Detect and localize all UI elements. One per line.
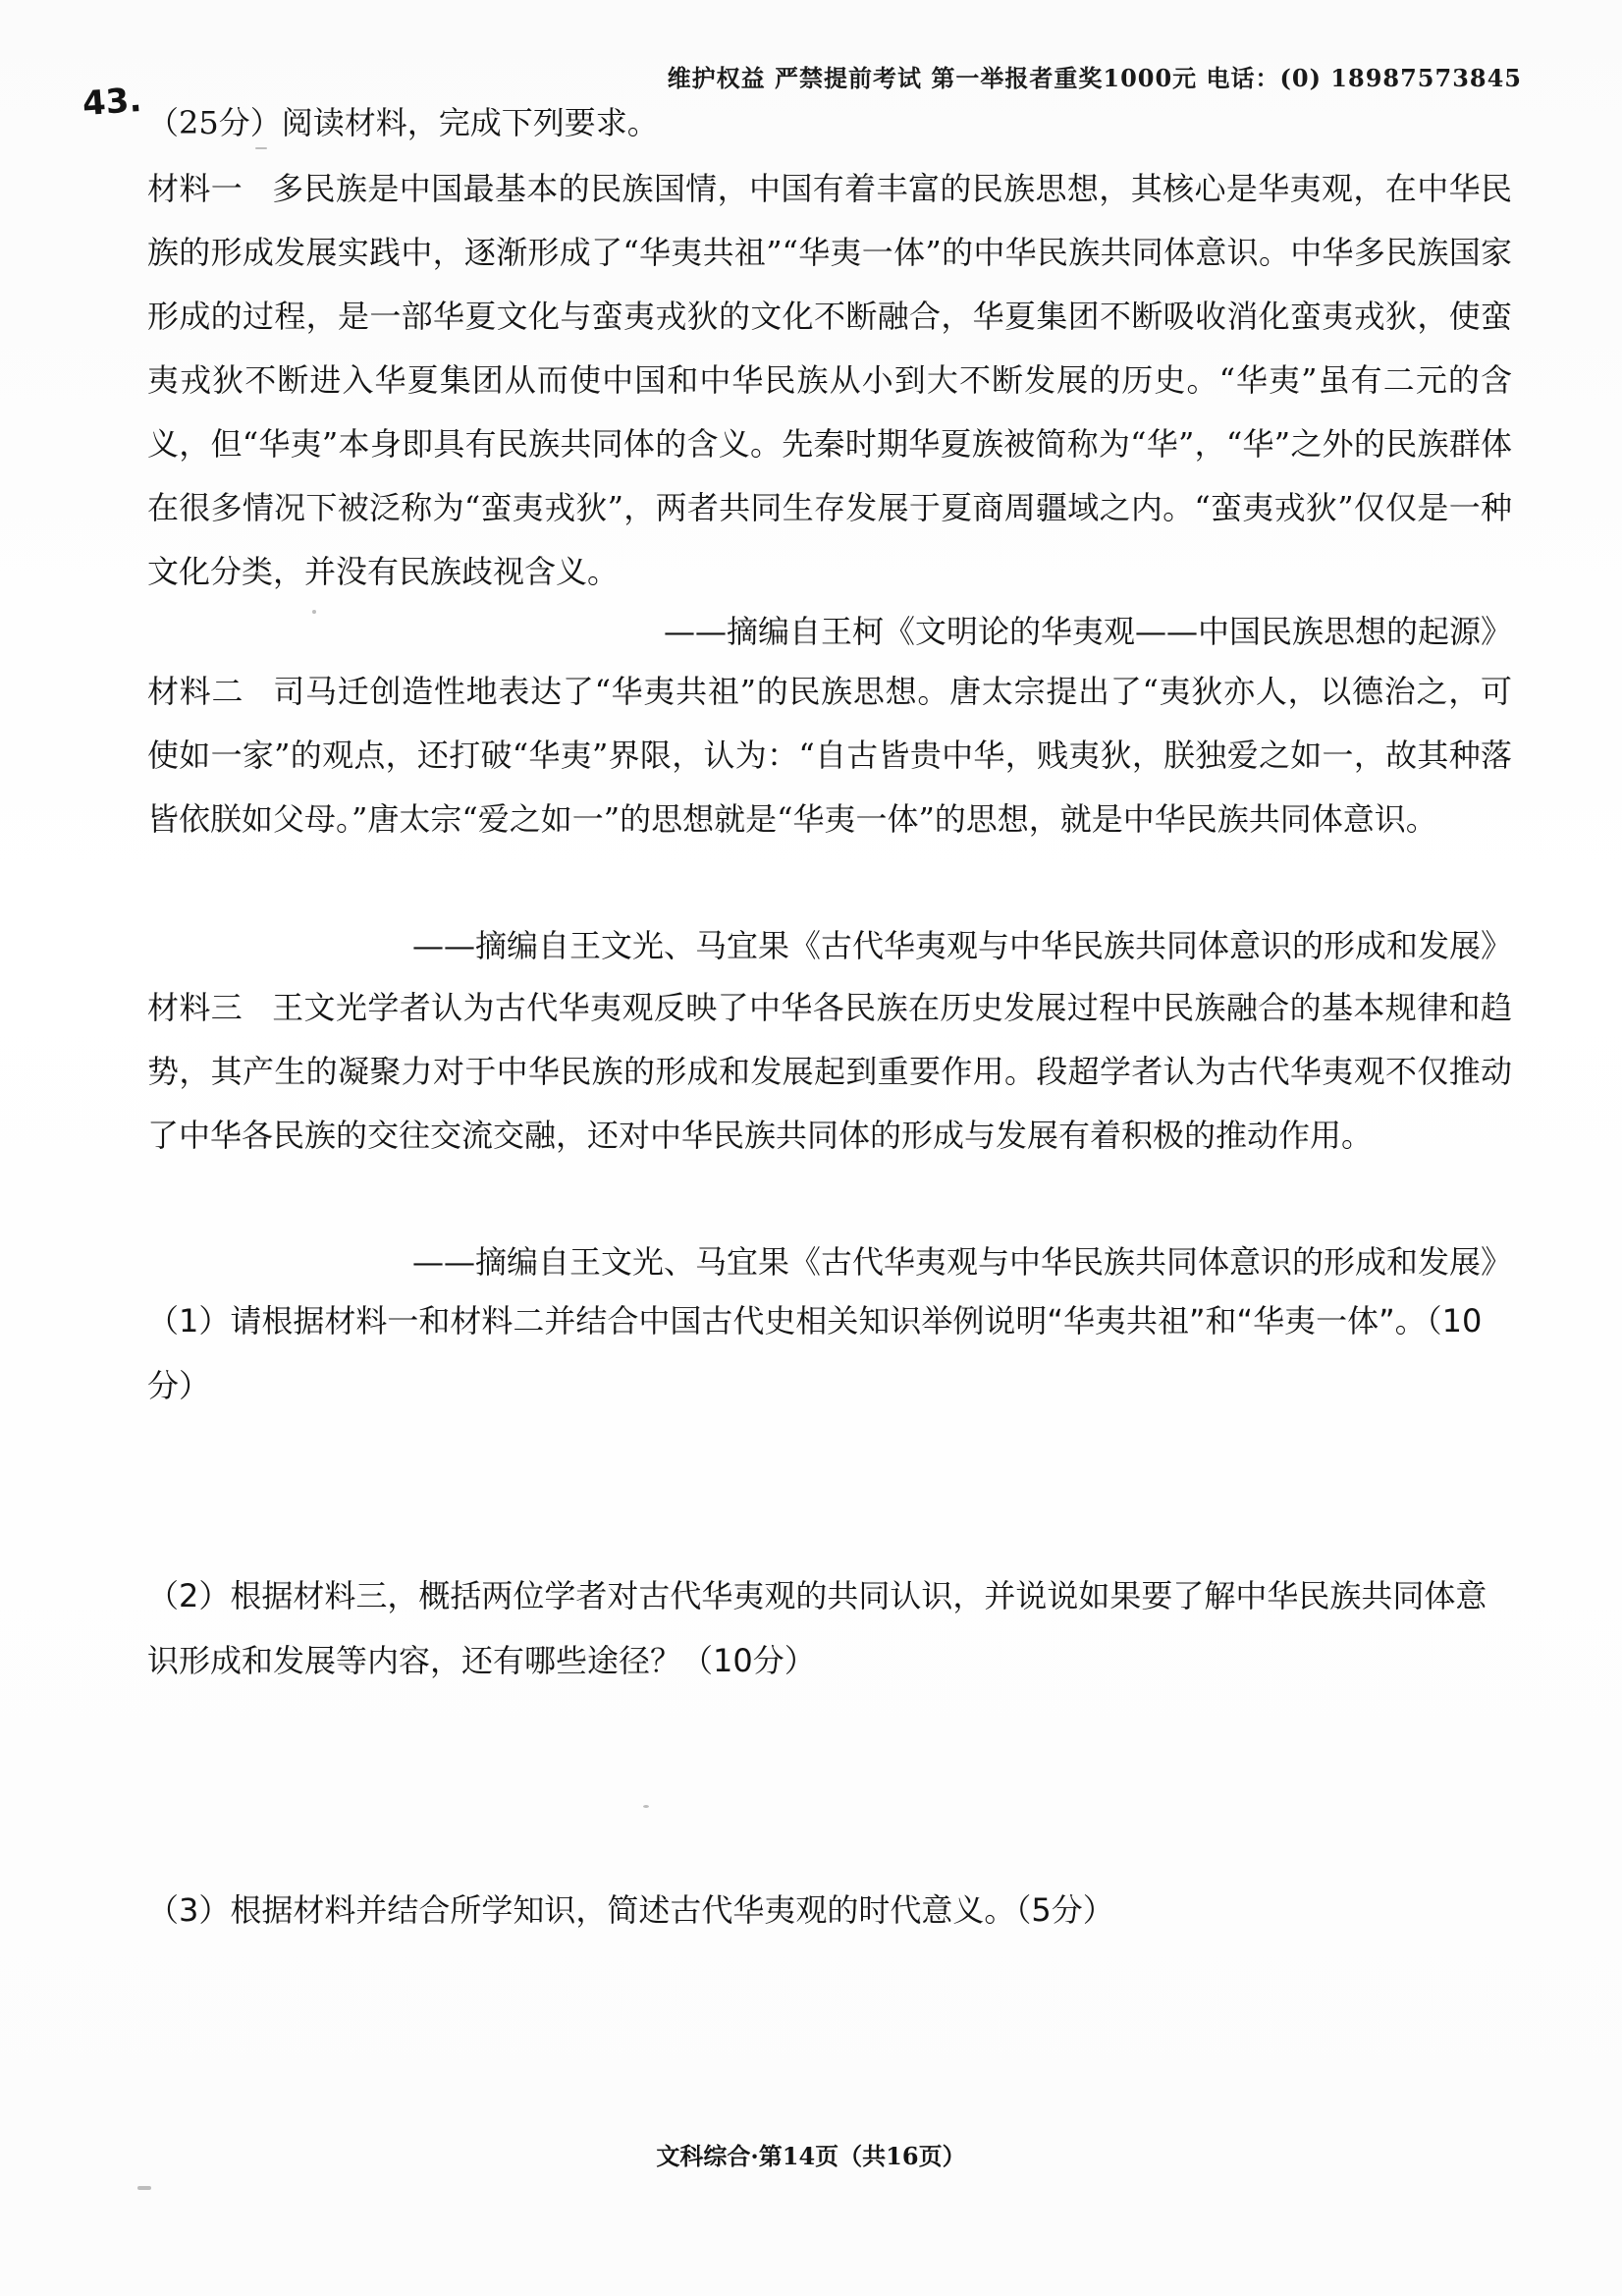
material-3-source: ——摘编自王文光、马宜果《古代华夷观与中华民族共同体意识的形成和发展》 <box>411 1243 1512 1281</box>
material-1-source: ——摘编自王柯《文明论的华夷观——中国民族思想的起源》 <box>663 613 1512 650</box>
material-text: 多民族是中国最基本的民族国情，中国有着丰富的民族思想，其核心是华夷观，在中华民族的形成发展实践中，逐渐形成了“华夷共祖”“华夷一体”的中华民族共同体意识。中华多民族国家形成的过程，是一部华夏文化与蛮夷戎狄的文化不断融合，华夏集团不断吸收消化蛮夷戎狄，使蛮夷戎狄不断进入华夏集团从而使中国和中华民族从小到大不断发展的历史。“华夷”虽有二元的含义，但“华夷”本身即具有民族共同体的含义。先秦时期华夏族被简称为“华”，“华”之外的民族群体在很多情况下被泛称为“蛮夷戎狄”，两者共同生存发展于夏商周疆域之内。“蛮夷戎狄”仅仅是一种文化分类，并没有民族歧视含义。 <box>147 170 1512 590</box>
material-label: 材料三 <box>147 989 243 1026</box>
question-intro: （25分）阅读材料，完成下列要求。 <box>147 104 659 141</box>
material-2 <box>147 660 1512 851</box>
scan-speck <box>137 2186 151 2190</box>
material-label: 材料一 <box>147 170 243 207</box>
sub-question-2: （2）根据材料三，概括两位学者对古代华夷观的共同认识，并说说如果要了解中华民族共同体意识形成和发展等内容，还有哪些途径？（10分） <box>147 1577 1487 1679</box>
material-label: 材料二 <box>147 673 244 710</box>
scan-speck <box>312 610 316 614</box>
question-number: 43. <box>81 80 143 125</box>
header-notice: 维护权益 严禁提前考试 第一举报者重奖1000元 电话：(0) 18987573845 <box>667 64 1522 92</box>
page-footer: 文科综合·第14页（共16页） <box>656 2142 966 2170</box>
material-1 <box>147 157 1512 604</box>
sub-question-3: （3）根据材料并结合所学知识，简述古代华夷观的时代意义。（5分） <box>147 1891 1114 1929</box>
scan-speck <box>643 1805 649 1808</box>
material-2-source: ——摘编自王文光、马宜果《古代华夷观与中华民族共同体意识的形成和发展》 <box>411 927 1512 964</box>
material-3 <box>147 976 1512 1168</box>
scan-speck <box>255 147 267 149</box>
material-text: 王文光学者认为古代华夷观反映了中华各民族在历史发展过程中民族融合的基本规律和趋势，其产生的凝聚力对于中华民族的形成和发展起到重要作用。段超学者认为古代华夷观不仅推动了中华各民族的交往交流交融，还对中华民族共同体的形成与发展有着积极的推动作用。 <box>147 989 1512 1154</box>
material-text: 司马迁创造性地表达了“华夷共祖”的民族思想。唐太宗提出了“夷狄亦人，以德治之，可使如一家”的观点，还打破“华夷”界限，认为：“自古皆贵中华，贱夷狄，朕独爱之如一，故其种落皆依朕如父母。”唐太宗“爱之如一”的思想就是“华夷一体”的思想，就是中华民族共同体意识。 <box>147 673 1512 838</box>
sub-question-1: （1）请根据材料一和材料二并结合中国古代史相关知识举例说明“华夷共祖”和“华夷一体”。（10分） <box>147 1302 1483 1404</box>
